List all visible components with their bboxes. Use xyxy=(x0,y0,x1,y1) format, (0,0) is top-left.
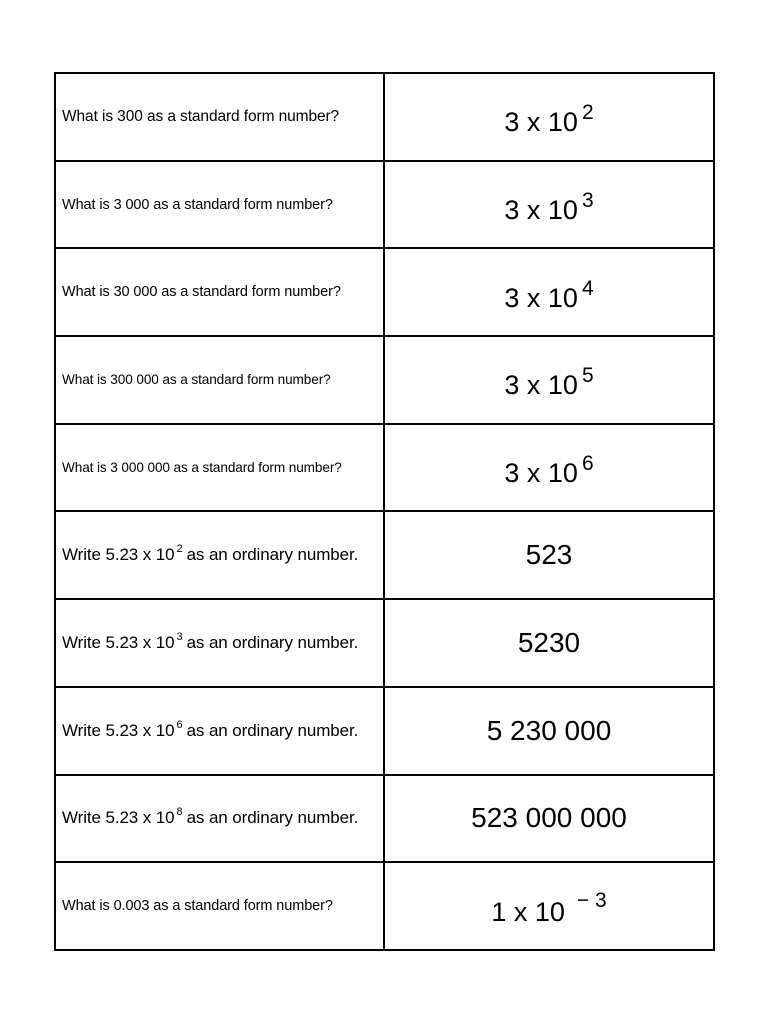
answer-base: 3 x 10 xyxy=(504,107,578,138)
answer-card xyxy=(384,248,714,336)
question-text: What is 3 000 000 as a standard form number? xyxy=(62,459,342,475)
answer-card xyxy=(384,687,714,775)
answer-exponent: 5 xyxy=(581,364,594,388)
question-exponent: 6 xyxy=(176,718,183,731)
answer-card xyxy=(384,862,714,950)
question-pre: Write 5.23 x 10 xyxy=(62,632,175,652)
answer-card xyxy=(384,161,714,249)
question-card xyxy=(55,511,384,599)
question-text xyxy=(62,718,359,740)
card-row xyxy=(55,511,714,599)
answer-exponent: 3 xyxy=(581,189,594,213)
card-row xyxy=(55,599,714,687)
answer-card xyxy=(384,73,714,161)
card-row xyxy=(55,73,714,161)
answer-card xyxy=(384,336,714,424)
answer-base: 1 x 10 xyxy=(491,896,565,927)
card-row xyxy=(55,775,714,863)
question-post: as an ordinary number. xyxy=(186,545,359,565)
question-text: What is 3 000 as a standard form number? xyxy=(62,196,333,213)
question-text: What is 300 as a standard form number? xyxy=(62,107,340,125)
answer-text: 5230 xyxy=(517,626,581,658)
card-row xyxy=(55,862,714,950)
question-text: What is 300 000 as a standard form number? xyxy=(62,371,331,387)
question-text: What is 0.003 as a standard form number? xyxy=(62,898,333,915)
question-pre: Write 5.23 x 10 xyxy=(62,545,175,565)
question-card xyxy=(55,248,384,336)
answer-text xyxy=(504,189,594,226)
answer-base: 3 x 10 xyxy=(504,282,578,313)
card-row xyxy=(55,161,714,249)
card-row xyxy=(55,424,714,512)
question-exponent: 3 xyxy=(176,630,183,643)
answer-card xyxy=(384,511,714,599)
question-exponent: 2 xyxy=(176,543,183,556)
card-row xyxy=(55,336,714,424)
answer-text xyxy=(504,101,594,138)
answer-text: 523 000 000 xyxy=(471,802,627,834)
answer-card xyxy=(384,599,714,687)
question-card xyxy=(55,424,384,512)
question-card xyxy=(55,73,384,161)
answer-text: 523 xyxy=(525,539,573,571)
question-post: as an ordinary number. xyxy=(186,720,359,740)
answer-card xyxy=(384,775,714,863)
question-pre: Write 5.23 x 10 xyxy=(62,808,175,828)
answer-text: 5 230 000 xyxy=(486,714,612,746)
answer-base: 3 x 10 xyxy=(504,370,578,401)
question-card xyxy=(55,336,384,424)
answer-text xyxy=(504,276,594,314)
answer-text xyxy=(504,364,594,401)
answer-base: 3 x 10 xyxy=(504,195,578,226)
question-text xyxy=(62,630,359,652)
question-card xyxy=(55,687,384,775)
card-row xyxy=(55,687,714,775)
question-exponent: 8 xyxy=(176,806,183,819)
question-post: as an ordinary number. xyxy=(186,632,359,652)
question-text: What is 30 000 as a standard form number? xyxy=(62,284,341,301)
card-row xyxy=(55,248,714,336)
answer-exponent: 4 xyxy=(581,276,594,300)
question-card xyxy=(55,599,384,687)
answer-exponent: − 3 xyxy=(576,888,607,912)
answer-text xyxy=(504,452,594,489)
card-sort-table xyxy=(54,72,715,951)
question-card xyxy=(55,161,384,249)
question-post: as an ordinary number. xyxy=(186,808,359,828)
question-text xyxy=(62,545,358,564)
question-card xyxy=(55,775,384,863)
answer-card xyxy=(384,424,714,512)
answer-exponent: 6 xyxy=(581,452,594,476)
answer-exponent: 2 xyxy=(581,101,594,125)
question-card xyxy=(55,862,384,950)
answer-text xyxy=(491,888,607,928)
question-text xyxy=(62,808,358,827)
question-pre: Write 5.23 x 10 xyxy=(62,720,175,740)
answer-base: 3 x 10 xyxy=(504,458,578,489)
